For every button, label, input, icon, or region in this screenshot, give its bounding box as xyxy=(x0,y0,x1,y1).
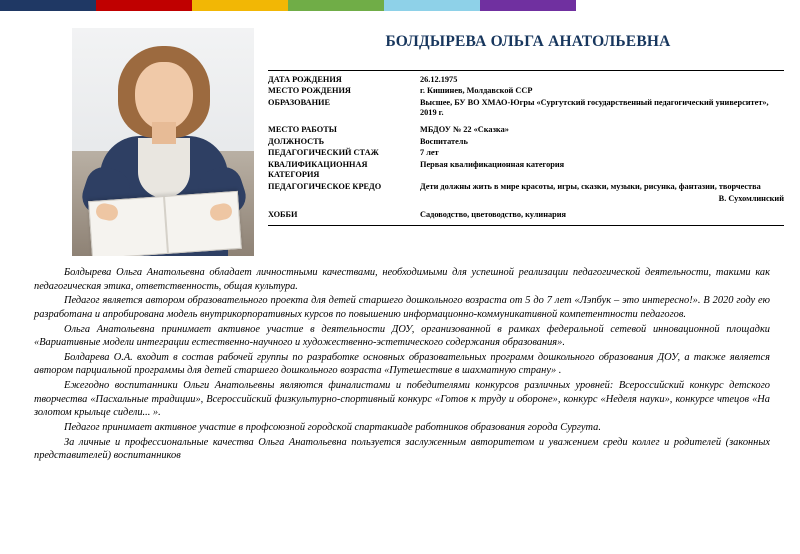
info-label-credo: ПЕДАГОГИЧЕСКОЕ КРЕДО xyxy=(268,181,382,191)
info-label-education: ОБРАЗОВАНИЕ xyxy=(268,97,331,107)
table-row xyxy=(268,159,784,181)
info-value-education: Высшее, БУ ВО ХМАО-Югры «Сургутский государственный педагогический университет», 2019 г. xyxy=(420,97,769,118)
paragraph-4: Болдарева О.А. входит в состав рабочей группы по разработке основных образовательных программ дошкольного образования ДОУ, а также является автором парциальной программы для детей старшего дошкольного возраста «Путешествие в шахматную страну» . xyxy=(34,351,770,377)
color-segment-1 xyxy=(0,0,96,11)
info-value-birthdate: 26.12.1975 xyxy=(420,74,458,84)
portrait-photo-image xyxy=(72,28,254,256)
info-value-experience: 7 лет xyxy=(420,148,439,158)
paragraph-7: За личные и профессиональные качества Ольга Анатольевна пользуется заслуженным авторитетом и уважением среди коллег и родителей (законных представителей) воспитанников xyxy=(34,436,770,462)
color-segment-5 xyxy=(384,0,480,11)
signature-spacer xyxy=(268,193,420,205)
paragraph-6: Педагог принимает активное участие в профсоюзной городской спартакиаде работников образования города Сургута. xyxy=(64,421,601,433)
info-value-credo: Дети должны жить в мире красоты, игры, сказки, музыки, рисунка, фантазии, творчества xyxy=(420,181,761,191)
table-row-signature xyxy=(268,193,784,205)
biography-text xyxy=(34,266,770,464)
info-label-qualification: КВАЛИФИКАЦИОННАЯ КАТЕГОРИЯ xyxy=(268,159,368,180)
info-value-workplace: МБДОУ № 22 «Сказка» xyxy=(420,124,509,134)
color-segment-7 xyxy=(576,0,800,11)
personal-info-table xyxy=(268,70,784,226)
table-row xyxy=(268,74,784,86)
info-label-position: ДОЛЖНОСТЬ xyxy=(268,136,325,146)
info-value-position: Воспитатель xyxy=(420,136,468,146)
page-title: БОЛДЫРЕВА ОЛЬГА АНАТОЛЬЕВНА xyxy=(385,33,671,50)
portrait-photo xyxy=(72,28,254,256)
photo-figure-face xyxy=(135,62,193,130)
table-row xyxy=(268,97,784,119)
info-label-birthdate: ДАТА РОЖДЕНИЯ xyxy=(268,74,342,84)
info-value-qualification: Первая квалификационная категория xyxy=(420,159,565,169)
table-row xyxy=(268,124,784,136)
paragraph-5: Ежегодно воспитанники Ольги Анатольевны являются финалистами и победителями конкурсов различных уровней: Всероссийский конкурс детского творчества «Пасхальные традиции», Всероссийский физкультурно-спортивный конкурс «Готов к труду и обороне», конкурс «Неделя науки», конкурсе чтецов «На золотом крыльце сидели... ». xyxy=(34,380,770,419)
table-row xyxy=(268,148,784,160)
table-row xyxy=(268,210,784,222)
paragraph-1: Болдырева Ольга Анатольевна обладает личностными качествами, необходимыми для успешной реализации педагогической деятельности, такими как педагогическая этика, ответственность, общая культура. xyxy=(34,267,770,292)
paragraph-3: Ольга Анатольевна принимает активное участие в деятельности ДОУ, организованной в рамках федеральной сетевой инновационной площадки «Вариативные модели интеграции естественно-научного и художественно-эстетического содержания образования». xyxy=(34,323,770,349)
info-value-hobby: Садоводство, цветоводство, кулинария xyxy=(420,210,567,220)
credo-signature: В. Сухомлинский xyxy=(718,193,784,203)
photo-figure-neck xyxy=(152,122,176,144)
photo-figure-blouse xyxy=(138,138,190,198)
table-row xyxy=(268,136,784,148)
decorative-color-bar xyxy=(0,0,800,11)
table-row xyxy=(268,181,784,193)
color-segment-3 xyxy=(192,0,288,11)
photo-open-book xyxy=(88,191,242,256)
color-segment-2 xyxy=(96,0,192,11)
info-label-hobby: ХОББИ xyxy=(268,210,298,220)
table-row xyxy=(268,86,784,98)
color-segment-6 xyxy=(480,0,576,11)
info-label-experience: ПЕДАГОГИЧЕСКИЙ СТАЖ xyxy=(268,148,379,158)
info-value-birthplace: г. Кишинев, Молдавской ССР xyxy=(420,86,533,96)
paragraph-2: Педагог является автором образовательного проекта для детей старшего дошкольного возраста от 5 до 7 лет «Лэпбук – это интересно!». В 2020 году ею разработана и апробирована модель внутрикорпоративных курсов по повышению информационно-коммуникативной компетентности педагогов. xyxy=(34,295,770,320)
info-label-workplace: МЕСТО РАБОТЫ xyxy=(268,124,337,134)
info-label-birthplace: МЕСТО РОЖДЕНИЯ xyxy=(268,86,351,96)
color-segment-4 xyxy=(288,0,384,11)
